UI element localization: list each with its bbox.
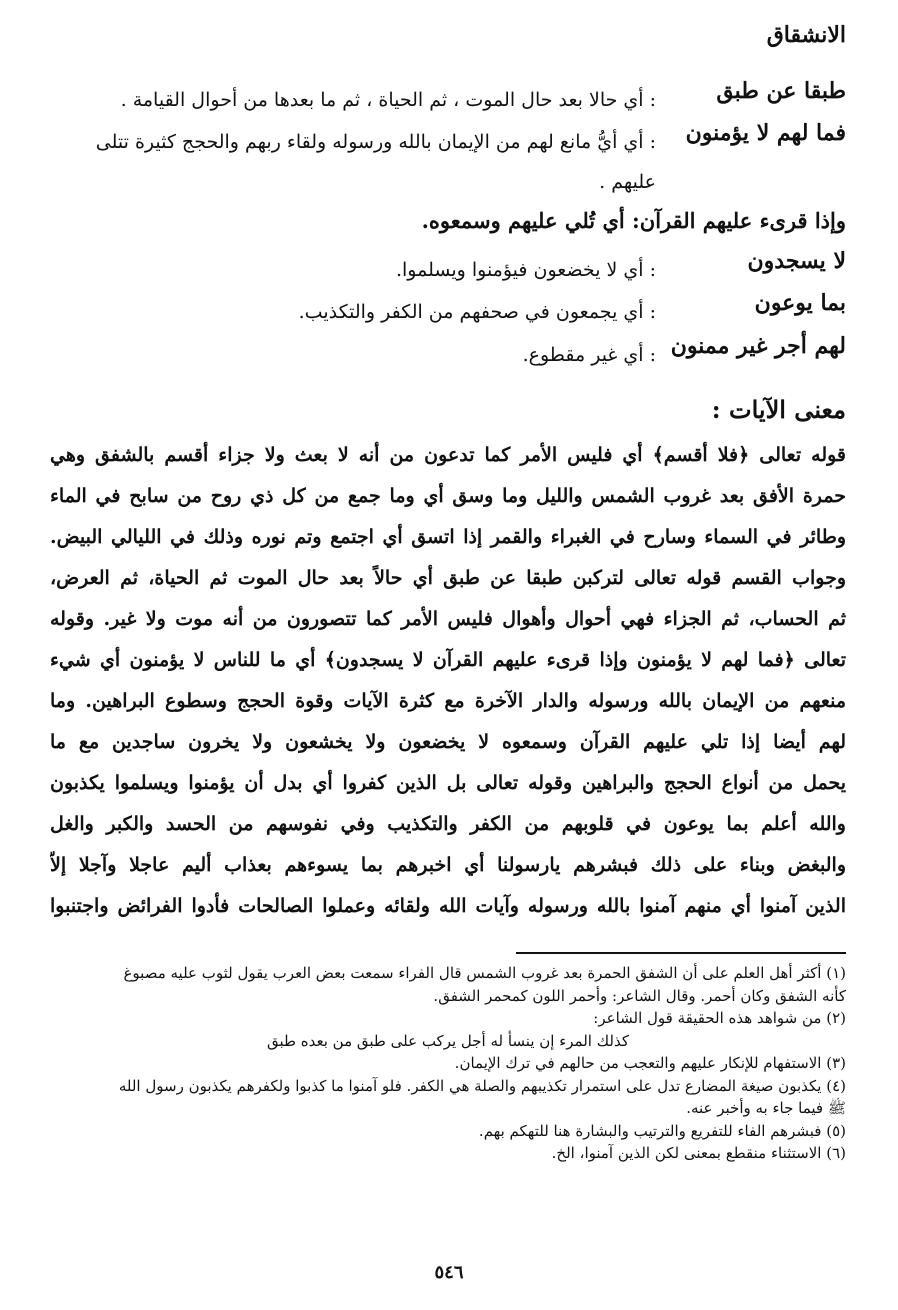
footnote-line: (١) أكثر أهل العلم على أن الشفق الحمرة بعد غروب الشمس قال الفراء سمعت بعض العرب يقول لثوب عليه مصبوغ [123, 964, 846, 982]
commentary-line: والله أعلم بما يوعون في قلوبهم من الكفر والتكذيب وفي نفوسهم من الحسد والكبر والغل [50, 813, 846, 835]
footnote-line: (٢) من شواهد هذه الحقيقة قول الشاعر: [593, 1009, 846, 1027]
footnote-line: كأنه الشفق وكان أحمر. وقال الشاعر: وأحمر اللون كمحمر الشفق. [433, 986, 846, 1005]
commentary-line: منعهم من الإيمان بالله ورسوله والدار الآخرة مع كثرة الآيات وقوة الحجج وسطوع البراهين. وما [50, 690, 846, 712]
glossary-row [50, 290, 846, 330]
commentary-line: لهم أيضا إذا تلي عليهم القرآن وسمعوه لا يخضعون ولا يخشعون ولا يخرون ساجدين مع ما [50, 731, 846, 753]
glossary-term: بما يوعون [754, 290, 846, 316]
commentary-line: وجواب القسم قوله تعالى لتركبن طبقا عن طبق أي حالاً بعد حال الموت ثم الحياة، ثم العرض، [50, 567, 846, 589]
commentary-text [50, 435, 846, 927]
glossary-full-line: وإذا قرىء عليهم القرآن: أي تُلي عليهم وسمعوه. [421, 208, 846, 233]
commentary-line: تعالى ﴿فما لهم لا يؤمنون وإذا قرىء عليهم القرآن لا يسجدون﴾ أي ما للناس لا يؤمنون أي شيء [50, 649, 846, 671]
glossary-row [50, 208, 846, 248]
footnote-line: (٥) فبشرهم الفاء للتفريع والترتيب والبشارة هنا للتهكم بهم. [478, 1121, 846, 1140]
footnote-line: (٤) يكذبون صيغة المضارع تدل على استمرار تكذيبهم والصلة هي الكفر. فلو آمنوا ما كذبوا ولكفرهم يكذبون رسول الله [118, 1076, 846, 1095]
footnote-separator [516, 952, 846, 954]
footnote-verse: كذلك المرء إن ينسأ له أجل يركب على طبق من بعده طبق [267, 1031, 629, 1050]
commentary-line: الذين آمنوا أي منهم آمنوا بالله ورسوله وآيات الله ولقائه وعملوا الصالحات فأدوا الفرائض واجتنبوا [50, 895, 846, 917]
commentary-line: يحمل من أنواع الحجج والبراهين وقوله تعالى بل الذين كفروا أي بدل أن يؤمنوا ويسلموا يكذبون [50, 772, 846, 794]
surah-title: الانشقاق [766, 22, 846, 48]
glossary-definition: : أي غير مقطوع. [522, 344, 656, 366]
commentary-line: ثم الحساب، ثم الجزاء فهي أحوال وأهوال فليس الأمر كما تتصورون من أنه موت ولا غير. وقوله [50, 608, 846, 630]
page-number: ٥٤٦ [434, 1262, 464, 1283]
footnote-line: ﷺ فيما جاء به وأخبر عنه. [686, 1099, 846, 1117]
section-heading: معنى الآيات : [711, 395, 846, 424]
glossary-row [50, 78, 846, 118]
glossary-term: لا يسجدون [747, 248, 846, 274]
commentary-line: حمرة الأفق بعد غروب الشمس والليل وما وسق أي وما جمع من كل ذي روح من سابح في الماء [50, 485, 846, 507]
glossary-definition: : أي أيُّ مانع لهم من الإيمان بالله ورسوله ولقاء ربهم والحجج كثيرة تتلى عليهم . [95, 131, 656, 193]
glossary-row [50, 120, 846, 198]
glossary-term: فما لهم لا يؤمنون [685, 120, 846, 146]
commentary-line: قوله تعالى ﴿فلا أقسم﴾ أي فليس الأمر كما تدعون من أنه لا بعث ولا جزاء أقسم بالشفق وهي [50, 444, 846, 466]
commentary-line: والبغض وبناء على ذلك فبشرهم يارسولنا أي اخبرهم بما يسوءهم بعذاب أليم عاجلا وآجلا إلاّ [50, 854, 846, 876]
glossary-row [50, 248, 846, 288]
glossary-definition: : أي حالا بعد حال الموت ، ثم الحياة ، ثم ما بعدها من أحوال القيامة . [120, 89, 656, 111]
glossary-row [50, 333, 846, 373]
glossary-term: طبقا عن طبق [716, 78, 846, 104]
footnotes [50, 962, 846, 1165]
commentary-line: وطائر في السماء وسارح في الغبراء والقمر إذا اتسق أي اجتمع وتم نوره وذلك في الليالي البيض. [50, 526, 846, 548]
footnote-line: (٣) الاستفهام للإنكار عليهم والتعجب من حالهم في ترك الإيمان. [454, 1054, 846, 1072]
glossary-definition: : أي يجمعون في صحفهم من الكفر والتكذيب. [298, 301, 656, 323]
glossary-definition: : أي لا يخضعون فيؤمنوا ويسلموا. [395, 259, 656, 281]
footnote-line: (٦) الاستثناء منقطع بمعنى لكن الذين آمنوا، الخ. [551, 1144, 846, 1162]
glossary-term: لهم أجر غير ممنون [670, 333, 846, 359]
